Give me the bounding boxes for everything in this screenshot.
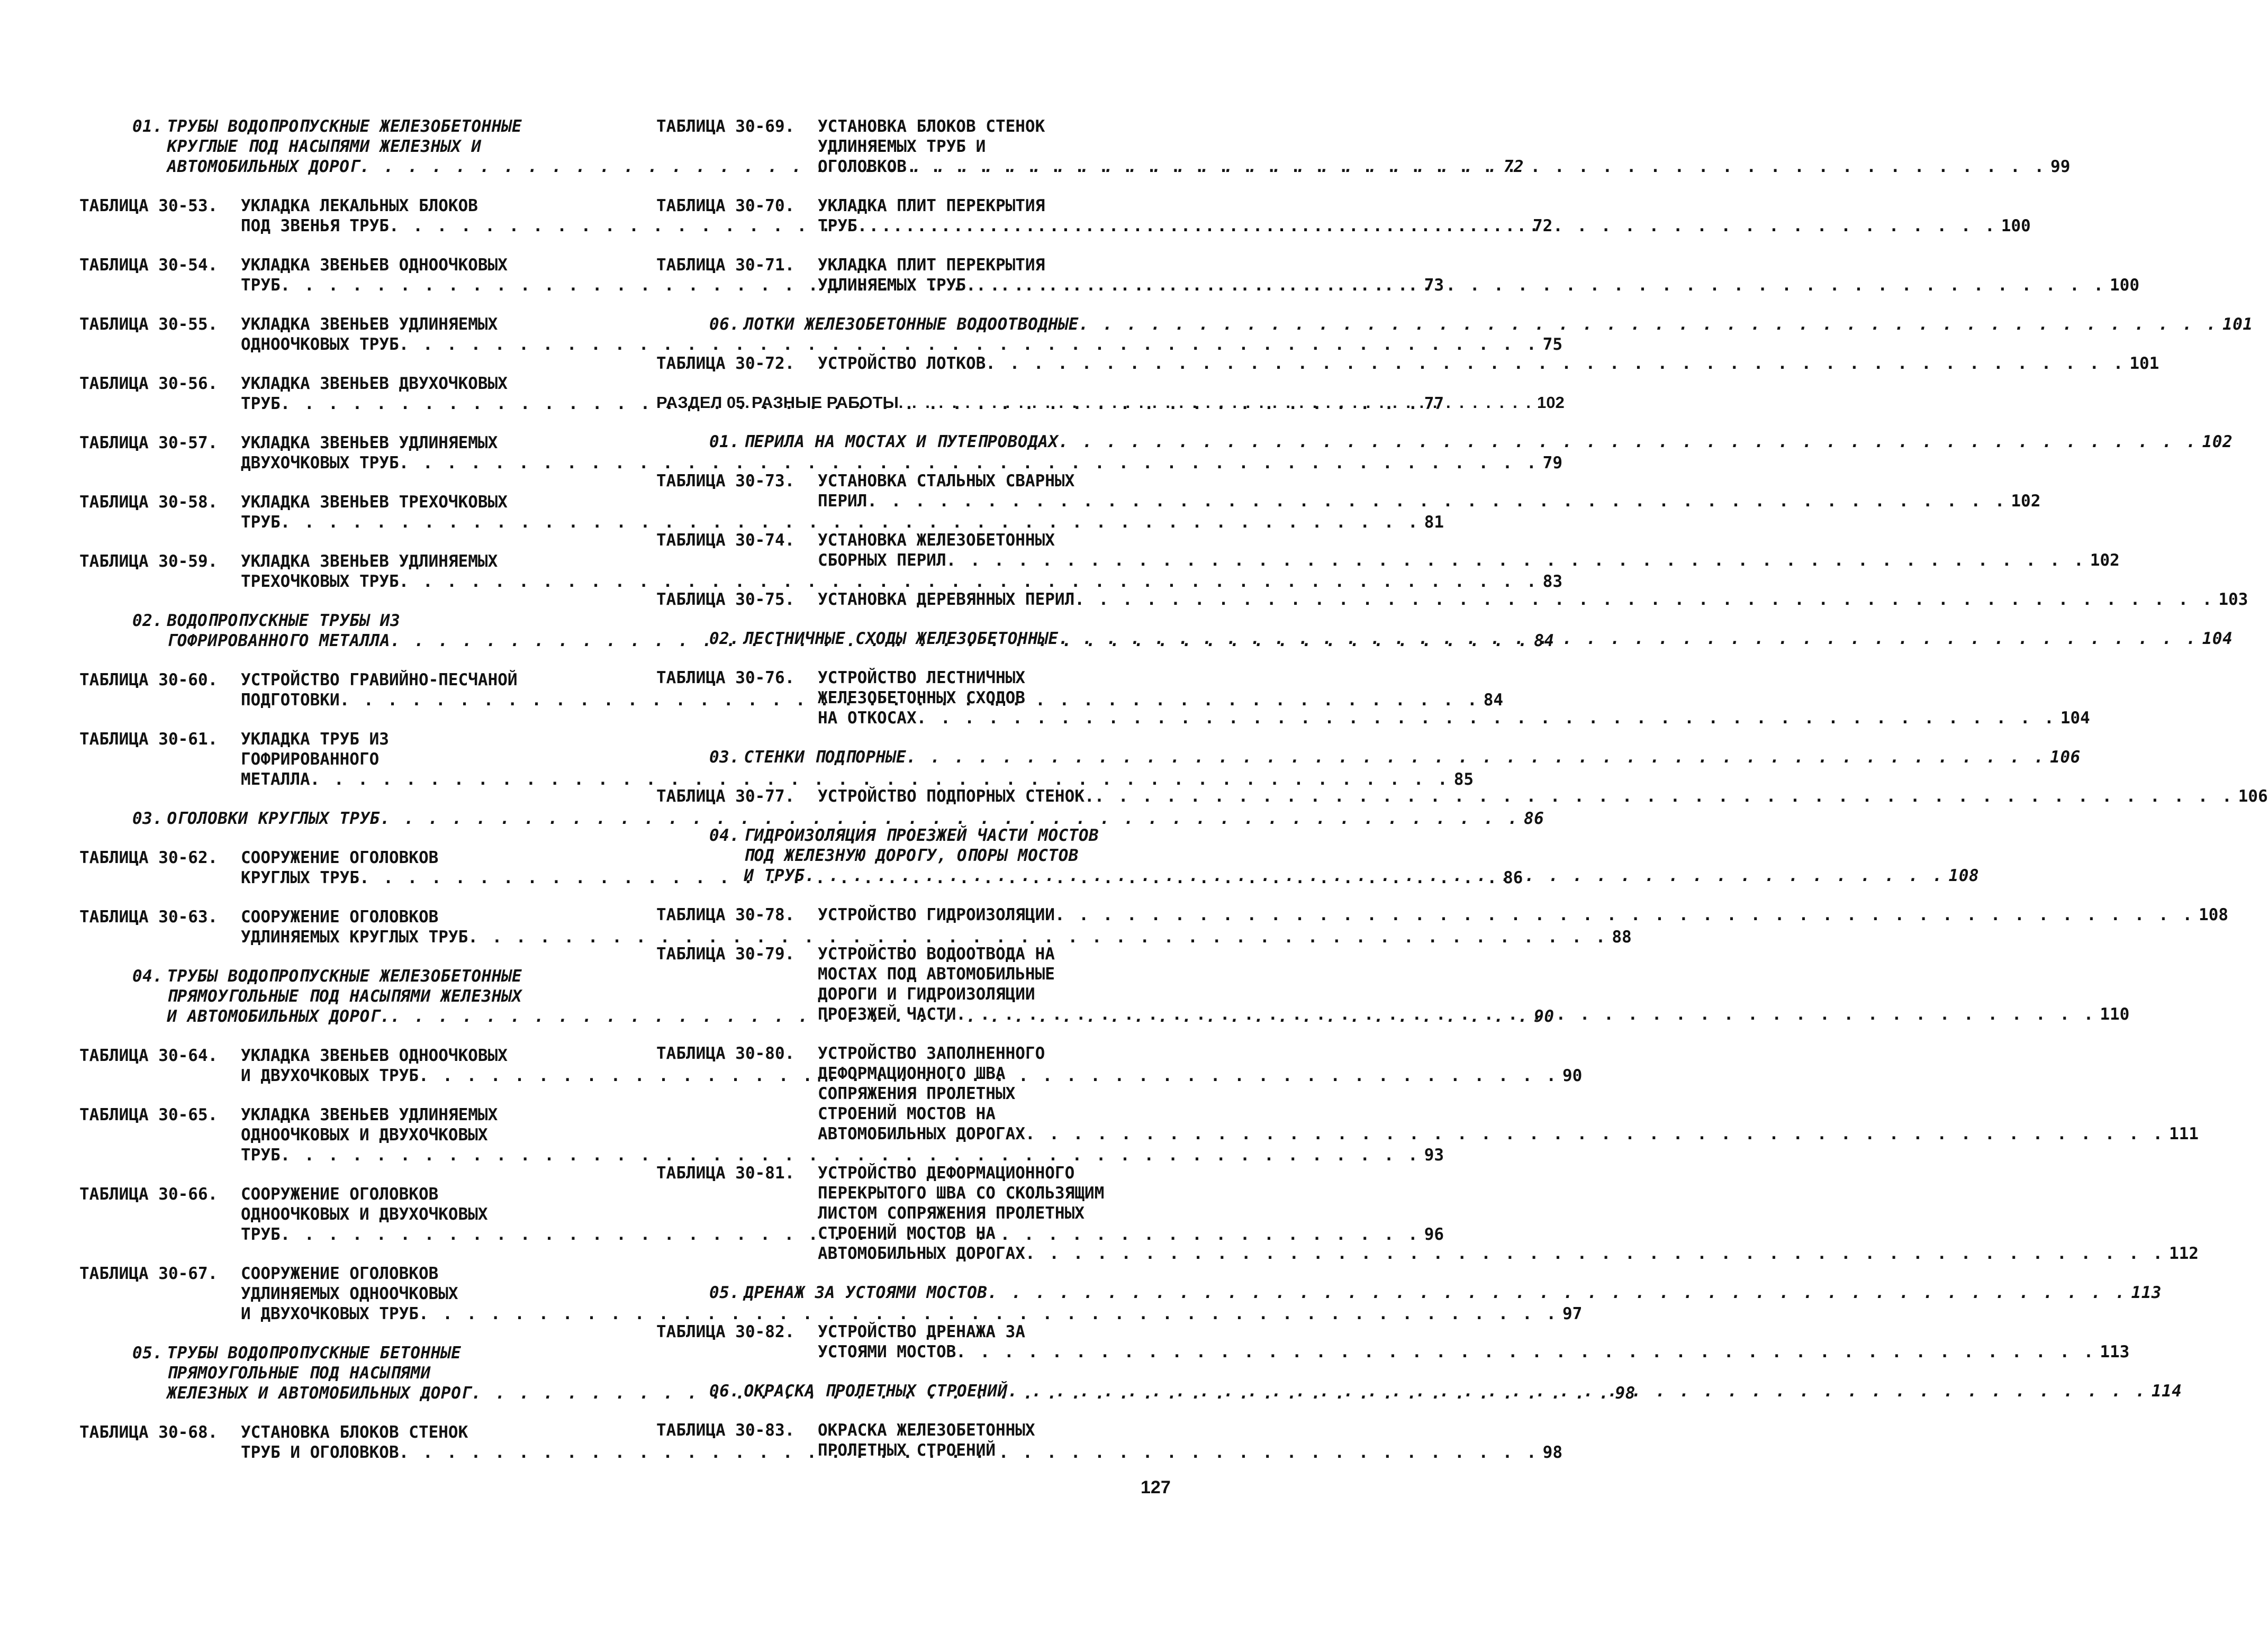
entry-title-line: ТРЕХОЧКОВЫХ ТРУБ — [241, 572, 399, 591]
entry-title — [818, 905, 2228, 925]
entry-title-line: СООРУЖЕНИЕ ОГОЛОВКОВ — [241, 907, 439, 927]
entry-title-line: СТРОЕНИЙ МОСТОВ НА — [818, 1104, 996, 1123]
entry-title — [744, 314, 2253, 334]
entry-title-line: НА ОТКОСАХ — [818, 709, 917, 728]
entry-title-line: УКЛАДКА ЗВЕНЬЕВ УДЛИНЯЕМЫХ — [241, 1105, 498, 1124]
entry-page-number: 99 — [2050, 157, 2071, 176]
entry-prefix: ТАБЛИЦА 30-72. — [656, 354, 795, 373]
entry-title-line: УКЛАДКА ЗВЕНЬЕВ УДЛИНЯЕМЫХ — [241, 433, 498, 452]
toc-section-entry — [656, 1283, 2162, 1303]
dot-leader — [1008, 1381, 2147, 1401]
dot-leader — [966, 275, 2106, 295]
entry-title-line: УКЛАДКА ЗВЕНЬЕВ ОДНООЧКОВЫХ — [241, 1046, 508, 1065]
toc-table-entry — [656, 1420, 1178, 1460]
entry-prefix: 02. — [132, 611, 163, 630]
toc-table-entry — [656, 1322, 2130, 1362]
entry-prefix: 03. — [132, 809, 163, 828]
entry-title-line: УСТАНОВКА СТАЛЬНЫХ СВАРНЫХ — [818, 471, 1075, 491]
entry-title-line: УДЛИНЯЕМЫХ ТРУБ И — [818, 137, 986, 156]
entry-title-line: ГОФРИРОВАННОГО — [241, 750, 379, 769]
entry-page-number: 85 — [1453, 770, 1474, 789]
entry-title-line: ТРУБ — [241, 276, 281, 295]
entry-title-line: ГИДРОИЗОЛЯЦИЯ ПРОЕЗЖЕЙ ЧАСТИ МОСТОВ — [744, 826, 1099, 845]
entry-page-number: 113 — [2100, 1342, 2130, 1361]
entry-title-line: И ТРУБ — [744, 866, 805, 885]
entry-prefix: ТАБЛИЦА 30-82. — [656, 1322, 795, 1341]
entry-prefix: 04. — [709, 826, 740, 845]
entry-title-line: УСТРОЙСТВО ГРАВИЙНО-ПЕСЧАНОЙ — [241, 670, 518, 689]
entry-page-number: 106 — [2050, 748, 2081, 767]
entry-title-line: ОКРАСКА ПРОЛЕТНЫХ СТРОЕНИЙ — [744, 1382, 1008, 1401]
dot-leader — [946, 550, 2086, 570]
dot-leader — [906, 747, 2046, 767]
dot-leader — [956, 1342, 2095, 1362]
entry-title-line: УСТАНОВКА ЖЕЛЕЗОБЕТОННЫХ — [818, 531, 1055, 550]
entry-page-number: 77 — [1424, 394, 1444, 413]
dot-leader — [867, 491, 2007, 511]
entry-page-number: 102 — [1537, 393, 1565, 412]
toc-table-entry — [656, 786, 2268, 806]
entry-title-line: КРУГЛЫХ ТРУБ — [241, 868, 359, 887]
entry-title-line: ЛОТКИ ЖЕЛЕЗОБЕТОННЫЕ ВОДООТВОДНЫЕ — [744, 315, 1079, 334]
dot-leader — [907, 157, 2046, 177]
entry-page-number: 102 — [2202, 432, 2233, 451]
dot-leader — [987, 1283, 2127, 1303]
entry-title-line: ПРЯМОУГОЛЬНЫЕ ПОД НАСЫПЯМИ — [167, 1364, 431, 1383]
entry-page-number: 104 — [2060, 709, 2090, 728]
entry-title-line: ПОДГОТОВКИ — [241, 691, 340, 710]
entry-title-line: ЛЕСТНИЧНЫЕ СХОДЫ ЖЕЛЕЗОБЕТОННЫЕ — [744, 629, 1059, 648]
entry-page-number: 102 — [2090, 551, 2120, 570]
entry-title-line: УСТРОЙСТВО ЗАПОЛНЕННОГО — [818, 1044, 1045, 1063]
entry-title-line: СТРОЕНИЙ МОСТОВ НА — [818, 1224, 996, 1243]
dot-leader — [1059, 629, 2198, 649]
entry-title-line: ПРОЛЕТНЫХ СТРОЕНИЙ — [818, 1441, 996, 1460]
entry-title-line: КРУГЛЫЕ ПОД НАСЫПЯМИ ЖЕЛЕЗНЫХ И — [167, 137, 482, 156]
entry-prefix: ТАБЛИЦА 30-56. — [79, 374, 218, 393]
entry-page-number: 84 — [1534, 631, 1555, 650]
entry-page-number: 86 — [1523, 809, 1544, 828]
entry-title-line: ТРУБ — [818, 216, 857, 235]
entry-prefix: 06. — [709, 315, 740, 334]
entry-title-line: УКЛАДКА ЗВЕНЬЕВ ТРЕХОЧКОВЫХ — [241, 493, 508, 512]
entry-title-line: УСТРОЙСТВО ЛОТКОВ — [818, 354, 986, 373]
dot-leader — [805, 866, 1944, 886]
entry-title-line: РАЗНЫЕ РАБОТЫ — [751, 393, 899, 412]
entry-title — [818, 1322, 2129, 1362]
entry-prefix: ТАБЛИЦА 30-61. — [79, 730, 218, 749]
entry-prefix: ТАБЛИЦА 30-57. — [79, 433, 218, 452]
entry-title-line: СТЕНКИ ПОДПОРНЫЕ — [744, 748, 907, 767]
entry-title-line: УКЛАДКА ТРУБ ИЗ — [241, 730, 389, 749]
entry-title-line: ГОФРИРОВАННОГО МЕТАЛЛА — [167, 631, 391, 650]
entry-title-line: ЖЕЛЕЗОБЕТОННЫХ СХОДОВ — [818, 688, 1025, 707]
entry-title — [818, 589, 2248, 610]
entry-prefix: ТАБЛИЦА 30-76. — [656, 668, 795, 687]
entry-title-line: МЕТАЛЛА — [241, 770, 310, 789]
entry-prefix: 02. — [709, 629, 740, 648]
toc-table-entry — [656, 353, 2159, 374]
dot-leader — [1095, 786, 2234, 806]
dot-leader — [1079, 314, 2218, 334]
entry-page-number: 97 — [1562, 1304, 1583, 1323]
entry-title-line: ТРУБЫ ВОДОПРОПУСКНЫЕ БЕТОННЫЕ — [167, 1343, 462, 1363]
entry-page-number: 100 — [2001, 216, 2031, 235]
toc-section-entry — [79, 809, 1544, 829]
entry-title-line: СОПРЯЖЕНИЯ ПРОЛЕТНЫХ — [818, 1084, 1016, 1103]
entry-title-line: ПОД ЖЕЛЕЗНУЮ ДОРОГУ, ОПОРЫ МОСТОВ — [744, 846, 1079, 865]
entry-page-number: 79 — [1542, 453, 1562, 473]
entry-prefix: ТАБЛИЦА 30-54. — [79, 256, 218, 275]
entry-title — [818, 255, 2139, 295]
entry-title — [744, 1283, 2162, 1303]
entry-page-number: 81 — [1424, 513, 1444, 532]
entry-title-line: УСТРОЙСТВО ГИДРОИЗОЛЯЦИИ — [818, 905, 1055, 924]
entry-title-line: ОДНООЧКОВЫХ И ДВУХОЧКОВЫХ — [241, 1205, 488, 1224]
entry-page-number: 73 — [1424, 276, 1444, 295]
entry-title-line: УКЛАДКА ЗВЕНЬЕВ ОДНООЧКОВЫХ — [241, 256, 508, 275]
entry-page-number: 88 — [1612, 928, 1632, 947]
entry-page-number: 103 — [2218, 590, 2248, 609]
entry-prefix: ТАБЛИЦА 30-60. — [79, 670, 218, 689]
entry-title-line: УКЛАДКА ЗВЕНЬЕВ УДЛИНЯЕМЫХ — [241, 552, 498, 571]
entry-title-line: ДРЕНАЖ ЗА УСТОЯМИ МОСТОВ — [744, 1283, 988, 1302]
entry-prefix: ТАБЛИЦА 30-62. — [79, 848, 218, 867]
entry-title-line: ПЕРИЛ — [818, 492, 868, 511]
entry-page-number: 101 — [2129, 354, 2159, 373]
dot-leader — [1074, 589, 2214, 610]
entry-title — [744, 747, 2081, 767]
entry-title-line: ПРОЕЗЖЕЙ ЧАСТИ — [818, 1005, 956, 1024]
entry-prefix: 03. — [709, 748, 740, 767]
entry-prefix: ТАБЛИЦА 30-68. — [79, 1423, 218, 1442]
entry-prefix: 01. — [132, 117, 163, 136]
entry-title-line: ТРУБ — [241, 1225, 281, 1244]
entry-title-line: УКЛАДКА ЗВЕНЬЕВ ДВУХОЧКОВЫХ — [241, 374, 508, 393]
entry-prefix: РАЗДЕЛ 05. — [656, 393, 749, 412]
entry-title-line: УСТАНОВКА БЛОКОВ СТЕНОК — [241, 1423, 468, 1442]
entry-title — [744, 825, 1980, 886]
entry-page-number: 108 — [2198, 905, 2228, 924]
entry-page-number: 84 — [1483, 691, 1504, 710]
entry-prefix: ТАБЛИЦА 30-79. — [656, 945, 795, 964]
entry-prefix: 04. — [132, 967, 163, 986]
entry-page-number: 100 — [2110, 276, 2140, 295]
entry-title-line: МОСТАХ ПОД АВТОМОБИЛЬНЫЕ — [818, 965, 1055, 984]
entry-prefix: ТАБЛИЦА 30-77. — [656, 787, 795, 806]
entry-page-number: 96 — [1424, 1225, 1444, 1244]
toc-section-entry — [656, 314, 2253, 334]
entry-prefix: ТАБЛИЦА 30-55. — [79, 315, 218, 334]
entry-prefix: ТАБЛИЦА 30-59. — [79, 552, 218, 571]
entry-title-line: УСТРОЙСТВО ПОДПОРНЫХ СТЕНОК. — [818, 787, 1095, 806]
entry-title-line: ТРУБ — [241, 394, 281, 413]
entry-title-line: ПРЯМОУГОЛЬНЫЕ ПОД НАСЫПЯМИ ЖЕЛЕЗНЫХ — [167, 987, 522, 1006]
entry-page-number: 108 — [1948, 866, 1980, 885]
entry-title-line: ДЕФОРМАЦИОННОГО ШВА — [818, 1064, 1006, 1083]
entry-title-line: УСТАНОВКА ДЕРЕВЯННЫХ ПЕРИЛ — [818, 590, 1075, 609]
entry-prefix: ТАБЛИЦА 30-71. — [656, 256, 795, 275]
entry-page-number: 104 — [2202, 629, 2233, 648]
entry-prefix: ТАБЛИЦА 30-65. — [79, 1105, 218, 1124]
entry-page-number: 72 — [1503, 157, 1524, 176]
entry-prefix: ТАБЛИЦА 30-53. — [79, 196, 218, 215]
entry-title-line: ПЕРЕКРЫТОГО ШВА СО СКОЛЬЗЯЩИМ — [818, 1184, 1105, 1203]
entry-title-line: СООРУЖЕНИЕ ОГОЛОВКОВ — [241, 1185, 439, 1204]
entry-title-line: УКЛАДКА ЛЕКАЛЬНЫХ БЛОКОВ — [241, 196, 478, 215]
entry-title — [818, 668, 2090, 728]
entry-title — [818, 471, 2040, 511]
toc-table-entry — [656, 530, 2120, 570]
entry-prefix: ТАБЛИЦА 30-75. — [656, 590, 795, 609]
entry-title — [818, 530, 2120, 570]
dot-leader — [857, 216, 1997, 236]
entry-title-line: АВТОМОБИЛЬНЫХ ДОРОГАХ — [818, 1124, 1025, 1143]
entry-title — [744, 432, 2233, 452]
entry-title — [818, 1163, 2199, 1264]
entry-title-line: УДЛИНЯЕМЫХ ОДНООЧКОВЫХ — [241, 1284, 458, 1303]
entry-page-number: 111 — [2168, 1124, 2199, 1143]
entry-prefix: ТАБЛИЦА 30-81. — [656, 1164, 795, 1183]
entry-prefix: 05. — [709, 1283, 740, 1302]
entry-title-line: СООРУЖЕНИЕ ОГОЛОВКОВ — [241, 848, 439, 867]
entry-page-number: 98 — [1542, 1443, 1562, 1462]
entry-title — [818, 786, 2268, 806]
entry-prefix: ТАБЛИЦА 30-69. — [656, 117, 795, 136]
entry-title-line: ПОД ЗВЕНЬЯ ТРУБ — [241, 216, 389, 235]
entry-page-number: 86 — [1503, 868, 1523, 887]
entry-prefix: ТАБЛИЦА 30-74. — [656, 531, 795, 550]
entry-title-line: ТРУБ — [241, 513, 281, 532]
entry-prefix: 01. — [709, 432, 740, 451]
entry-title-line: ЖЕЛЕЗНЫХ И АВТОМОБИЛЬНЫХ ДОРОГ — [167, 1384, 472, 1403]
entry-page-number: 90 — [1534, 1007, 1555, 1026]
entry-prefix: ТАБЛИЦА 30-58. — [79, 493, 218, 512]
entry-prefix: ТАБЛИЦА 30-63. — [79, 907, 218, 927]
entry-title-line: УКЛАДКА ЗВЕНЬЕВ УДЛИНЯЕМЫХ — [241, 315, 498, 334]
dot-leader — [1055, 905, 2194, 925]
entry-prefix: ТАБЛИЦА 30-78. — [656, 905, 795, 924]
entry-title-line: ОКРАСКА ЖЕЛЕЗОБЕТОННЫХ — [818, 1421, 1035, 1440]
entry-title-line: УДЛИНЯЕМЫХ ТРУБ — [818, 276, 966, 295]
entry-title-line: И ДВУХОЧКОВЫХ ТРУБ — [241, 1304, 419, 1323]
entry-title-line: ЛИСТОМ СОПРЯЖЕНИЯ ПРОЛЕТНЫХ — [818, 1204, 1085, 1223]
entry-title-line: УКЛАДКА ПЛИТ ПЕРЕКРЫТИЯ — [818, 256, 1045, 275]
entry-title-line: ТРУБ — [241, 1146, 281, 1165]
entry-title-line: СООРУЖЕНИЕ ОГОЛОВКОВ — [241, 1264, 439, 1283]
entry-page-number: 102 — [2011, 492, 2041, 511]
entry-title — [818, 944, 2129, 1024]
entry-title-line: УСТРОЙСТВО ВОДООТВОДА НА — [818, 945, 1055, 964]
toc-section-entry — [656, 747, 2081, 767]
entry-prefix: ТАБЛИЦА 30-66. — [79, 1185, 218, 1204]
entry-title-line: УСТРОЙСТВО ДРЕНАЖА ЗА — [818, 1322, 1025, 1341]
entry-prefix: 05. — [132, 1343, 163, 1363]
dot-leader — [899, 393, 1533, 413]
entry-title-line: УСТРОЙСТВО ДЕФОРМАЦИОННОГО — [818, 1164, 1075, 1183]
entry-title-line: ДОРОГИ И ГИДРОИЗОЛЯЦИИ — [818, 985, 1035, 1004]
dot-leader — [1025, 1124, 2165, 1144]
entry-title-line: ОГОЛОВКИ КРУГЛЫХ ТРУБ — [167, 809, 380, 828]
entry-page-number: 113 — [2131, 1283, 2162, 1302]
dot-leader — [1025, 1243, 2165, 1264]
entry-page-number: 72 — [1533, 216, 1553, 235]
entry-page-number: 112 — [2168, 1244, 2199, 1263]
dot-leader — [917, 708, 2056, 728]
entry-title-line: УДЛИНЯЕМЫХ КРУГЛЫХ ТРУБ — [241, 928, 468, 947]
entry-prefix: ТАБЛИЦА 30-64. — [79, 1046, 218, 1065]
entry-title-line: СБОРНЫХ ПЕРИЛ — [818, 551, 946, 570]
entry-title-line: ОДНООЧКОВЫХ И ДВУХОЧКОВЫХ — [241, 1125, 488, 1145]
entry-title-line: АВТОМОБИЛЬНЫХ ДОРОГАХ — [818, 1244, 1025, 1263]
toc-table-entry — [656, 471, 2041, 511]
entry-page-number: 83 — [1542, 572, 1562, 591]
entry-title — [744, 1381, 2182, 1401]
entry-title-line: ОГОЛОВКОВ — [818, 157, 907, 176]
entry-prefix: ТАБЛИЦА 30-67. — [79, 1264, 218, 1283]
dot-leader — [1059, 432, 2198, 452]
entry-title-line: УСТАНОВКА БЛОКОВ СТЕНОК — [818, 117, 1045, 136]
entry-prefix: ТАБЛИЦА 30-70. — [656, 196, 795, 215]
entry-prefix: ТАБЛИЦА 30-83. — [656, 1421, 795, 1440]
entry-title-line: ПЕРИЛА НА МОСТАХ И ПУТЕПРОВОДАХ — [744, 432, 1059, 451]
entry-page-number: 75 — [1542, 335, 1562, 354]
entry-page-number: 106 — [2238, 787, 2268, 806]
dot-leader — [986, 353, 2125, 374]
entry-page-number: 90 — [1562, 1066, 1583, 1085]
entry-page-number: 93 — [1424, 1146, 1444, 1165]
entry-title — [744, 629, 2233, 649]
entry-title-line: ТРУБЫ ВОДОПРОПУСКНЫЕ ЖЕЛЕЗОБЕТОННЫЕ — [167, 117, 522, 136]
entry-title-line: АВТОМОБИЛЬНЫХ ДОРОГ — [167, 157, 360, 176]
entry-title-line: УСТРОЙСТВО ЛЕСТНИЧНЫХ — [818, 668, 1025, 687]
entry-title — [818, 1043, 2199, 1144]
entry-title-line: ТРУБ И ОГОЛОВКОВ — [241, 1443, 399, 1462]
entry-page-number: 101 — [2222, 315, 2253, 334]
entry-title-line: ВОДОПРОПУСКНЫЕ ТРУБЫ ИЗ — [167, 611, 401, 630]
entry-prefix: 06. — [709, 1382, 740, 1401]
toc-section-entry — [656, 432, 2233, 452]
entry-title-line: УСТОЯМИ МОСТОВ — [818, 1342, 956, 1361]
entry-title — [818, 353, 2159, 374]
entry-prefix: ТАБЛИЦА 30-80. — [656, 1044, 795, 1063]
toc-table-entry — [656, 589, 2248, 610]
entry-prefix: ТАБЛИЦА 30-73. — [656, 471, 795, 491]
entry-title-line: УКЛАДКА ПЛИТ ПЕРЕКРЫТИЯ — [818, 196, 1045, 215]
entry-title — [818, 196, 2031, 236]
page-number: 127 — [1141, 1477, 1171, 1497]
entry-title-line: И АВТОМОБИЛЬНЫХ ДОРОГ. — [167, 1007, 391, 1026]
entry-title — [818, 1420, 1178, 1460]
entry-title — [752, 393, 1565, 413]
entry-title-line: ДВУХОЧКОВЫХ ТРУБ — [241, 453, 399, 473]
dot-leader — [956, 1004, 2095, 1024]
entry-page-number: 110 — [2100, 1005, 2130, 1024]
toc-table-entry — [656, 905, 2228, 925]
entry-title-line: И ДВУХОЧКОВЫХ ТРУБ — [241, 1066, 419, 1085]
entry-title-line: ТРУБЫ ВОДОПРОПУСКНЫЕ ЖЕЛЕЗОБЕТОННЫЕ — [167, 967, 522, 986]
entry-title — [818, 116, 2070, 177]
entry-page-number: 98 — [1615, 1384, 1636, 1403]
entry-page-number: 114 — [2151, 1382, 2182, 1401]
entry-title-line: ОДНООЧКОВЫХ ТРУБ — [241, 335, 399, 354]
